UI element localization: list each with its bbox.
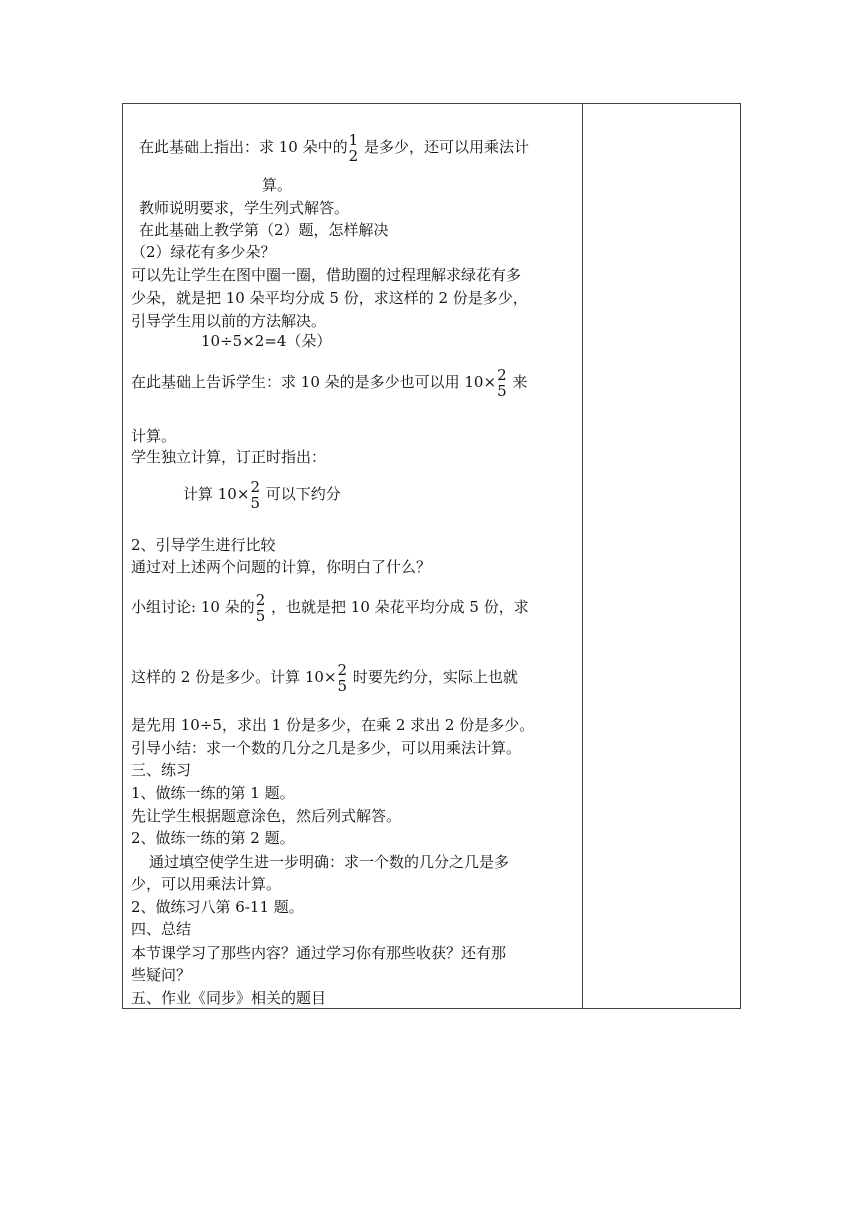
text-line: 少，可以用乘法计算。 (131, 875, 282, 893)
fraction-denominator: 5 (497, 382, 507, 400)
text-line: （2）绿花有多少朵？ (131, 243, 276, 261)
text-line: 2、做练一练的第 2 题。 (131, 829, 295, 847)
fraction-denominator: 2 (348, 147, 359, 165)
fraction-denominator: 5 (337, 677, 348, 695)
fraction (497, 367, 507, 399)
text-line: 引导学生用以前的方法解决。 (131, 312, 327, 330)
text-segment: 在此基础上告诉学生：求 10 朵的是多少也可以用 10× (131, 373, 497, 391)
text-line: 引导小结：求一个数的几分之几是多少，可以用乘法计算。 (131, 739, 522, 757)
text-line: 10÷5×2=4（朵） (201, 332, 332, 350)
text-line: 教师说明要求，学生列式解答。 (139, 199, 350, 217)
text-line: 是先用 10÷5，求出 1 份是多少，在乘 2 求出 2 份是多少。 (131, 716, 535, 734)
fraction-numerator: 2 (250, 478, 260, 496)
fraction-numerator: 2 (337, 661, 348, 679)
text-line: 2、引导学生进行比较 (131, 536, 276, 554)
text-line: 五、作业《同步》相关的题目 (131, 989, 327, 1007)
text-segment: 可以下约分 (260, 485, 341, 503)
text-segment: 这样的 2 份是多少。计算 10× (131, 668, 337, 686)
text-line: 三、练习 (131, 761, 192, 779)
text-line: 计算。 (131, 427, 177, 445)
text-line: 2、做练习八第 6-11 题。 (131, 898, 304, 916)
text-line: 学生独立计算，订正时指出： (131, 448, 327, 466)
main-cell (123, 104, 583, 1009)
text-line: 通过填空使学生进一步明确：求一个数的几分之几是多 (149, 853, 510, 871)
lesson-table (122, 103, 741, 1009)
text-line: 些疑问？ (131, 966, 192, 984)
fraction (256, 592, 266, 624)
text-line (183, 479, 341, 511)
text-segment: ，也就是把 10 朵花平均分成 5 份，求 (266, 598, 529, 616)
text-line: 算。 (262, 176, 293, 194)
fraction-denominator: 5 (250, 494, 260, 512)
fraction (338, 662, 348, 694)
text-segment: 小组讨论: 10 朵的 (131, 598, 255, 616)
text-segment: 来 (507, 373, 528, 391)
text-line: 少朵，就是把 10 朵平均分成 5 份，求这样的 2 份是多少， (131, 289, 528, 307)
side-cell (583, 104, 741, 1009)
text-line (131, 592, 529, 624)
text-segment: 计算 10× (183, 485, 250, 503)
text-line: 四、总结 (131, 920, 192, 938)
fraction-numerator: 2 (255, 591, 266, 609)
text-line: 通过对上述两个问题的计算，你明白了什么？ (131, 558, 432, 576)
text-line (131, 367, 527, 399)
text-line: 在此基础上教学第（2）题，怎样解决 (139, 221, 389, 239)
text-line (139, 132, 529, 164)
text-segment: 在此基础上指出：求 10 朵中的 (139, 138, 348, 156)
fraction-numerator: 1 (348, 131, 359, 149)
fraction-denominator: 5 (255, 607, 266, 625)
text-line: 先让学生根据题意涂色，然后列式解答。 (131, 807, 402, 825)
fraction-numerator: 2 (497, 366, 507, 384)
text-segment: 是多少，还可以用乘法计 (359, 138, 529, 156)
text-line: 本节课学习了那些内容？通过学习你有那些收获？还有那 (131, 944, 507, 962)
fraction (250, 479, 260, 511)
fraction (349, 132, 359, 164)
text-segment: 时要先约分，实际上也就 (348, 668, 518, 686)
text-line (131, 662, 518, 694)
text-line: 1、做练一练的第 1 题。 (131, 784, 295, 802)
text-line: 可以先让学生在图中圈一圈，借助圈的过程理解求绿花有多 (131, 266, 522, 284)
